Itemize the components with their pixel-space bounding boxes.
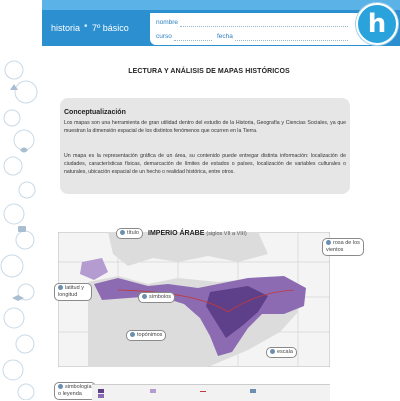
map-title-years: (siglos VII a VIII) [206, 231, 247, 237]
legend-swatch [150, 389, 156, 393]
scale-icon [270, 349, 275, 354]
separator-dot: • [84, 21, 88, 32]
callout-escala: escala [266, 347, 297, 358]
legend-swatch [98, 394, 104, 398]
title-icon [120, 230, 125, 235]
compass-icon [326, 240, 331, 245]
callout-simbolos: símbolos [138, 292, 175, 303]
map-title-main: IMPERIO ÁRABE [148, 230, 205, 237]
name-field-label: nombre [156, 19, 179, 26]
document-title: LECTURA Y ANÁLISIS DE MAPAS HISTÓRICOS [128, 68, 290, 75]
callout-latitud: latitud y longitud [54, 283, 92, 301]
concept-paragraph-2: Un mapa es la representación gráfica de un área, su contenido puede entregar distinta información: localización de ciudades, características físicas, demarcación de límites de estados o países, localización de variables culturales o naturales, ubicación espacial de un hecho o realidad histórica, entre otros. [64, 153, 346, 175]
legend-swatch [98, 389, 104, 393]
map-title [148, 230, 247, 237]
place-name-icon [130, 332, 135, 337]
decorative-border [0, 0, 42, 400]
map-legend [92, 384, 330, 401]
symbols-icon [142, 294, 147, 299]
course-field-label: curso [156, 33, 172, 40]
callout-toponimos: topónimos [126, 330, 166, 341]
course-field[interactable] [174, 40, 212, 41]
legend-swatch [200, 391, 206, 392]
callout-simbologia: simbología o leyenda [54, 382, 96, 400]
legend-icon [58, 384, 63, 389]
concept-paragraph-1: Los mapas son una herramienta de gran utilidad dentro del estudio de la Historia, Geografía y Ciencias Sociales, ya que muestran la dimensión espacial de los distintos fenómenos que ocurren en la Tierra. [64, 120, 346, 134]
concept-heading: Conceptualización [64, 109, 126, 116]
legend-swatch [250, 389, 256, 393]
callout-titulo: título [116, 228, 143, 239]
date-field[interactable] [235, 40, 348, 41]
date-field-label: fecha [217, 33, 233, 40]
grid-icon [58, 285, 63, 290]
level-label: 7º básico [92, 23, 129, 33]
brand-logo: h [356, 3, 398, 45]
name-field[interactable] [180, 26, 348, 27]
subject-label: historia [51, 23, 81, 33]
callout-rosa: rosa de los vientos [322, 238, 364, 256]
